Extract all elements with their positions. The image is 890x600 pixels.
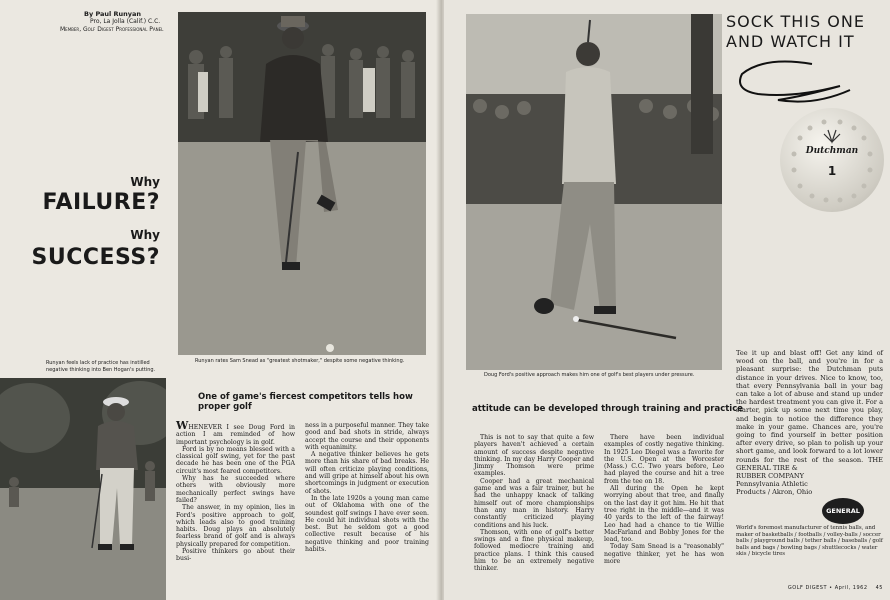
article-paragraph: Why has he succeeded where others with obviously more mechanically perfect swings have failed? bbox=[176, 475, 295, 504]
article-paragraph: There have been individual examples of costly negative thinking. In 1925 Leo Diegel was a favorite for the U.S. Open at the Worcester (Mass.) C.C. Two years before, Leo had played the course and hit a tree from the tee on 18. bbox=[604, 434, 724, 485]
drop-cap: W bbox=[176, 419, 189, 432]
author-membership: Member, Golf Digest Professional Panel bbox=[60, 26, 164, 33]
article-paragraph: The answer, in my opinion, lies in Ford's positive approach to golf, which leads also to good training habits. Doug plays an absolutely fearless brand of golf and is always physically prepared for competition. bbox=[176, 504, 295, 548]
ad-body-text: Tee it up and blast off! Get any kind of wood on the ball, and you're in for a pleasant surprise: the Dutchman puts distance in your drives. Nice to know, too, that every Pennsylvania ball in your bag can take a lot of abuse and stand up under the hardest treatment you can give it. For a starter, pick up some next time you play, and begin to notice the difference they make in your game. Chances are, you're going to find yourself in better position after every drive, so plan to polish up your short game, and look forward to a lot lower rounds for the rest of the season. bbox=[736, 349, 883, 464]
title-why-2: Why bbox=[130, 228, 160, 242]
title-failure: FAILURE? bbox=[42, 190, 160, 215]
company-line-4: Products / Akron, Ohio bbox=[736, 488, 813, 497]
paragraph-text: HENEVER I see Doug Ford in action I am reminded of how important psychology is in golf. bbox=[176, 424, 295, 446]
company-line-2: RUBBER COMPANY bbox=[736, 472, 805, 481]
page-number: 45 bbox=[875, 585, 883, 591]
golf-ball-image bbox=[780, 108, 884, 212]
article-paragraph bbox=[176, 419, 295, 446]
article-paragraph: All during the Open he kept worrying about that tree, and finally on the last day it got him. He hit that tree right in the middle—and it was 40 yards to the left of the fairway! Leo had had a chance to tie Willie MacFarland and Bobby Jones for the lead, too. bbox=[604, 485, 724, 544]
article-paragraph: ness in a purposeful manner. They take good and bad shots in stride, always accept the course and their opponents with equanimity. bbox=[305, 422, 429, 451]
hogan-caption: Runyan feels lack of practice has instilled negative thinking into Ben Hogan's putting. bbox=[46, 360, 156, 373]
byline bbox=[60, 10, 163, 34]
article-column-1 bbox=[176, 419, 295, 563]
general-logo: GENERAL bbox=[822, 498, 864, 524]
article-column-4 bbox=[604, 434, 724, 565]
ball-number: 1 bbox=[827, 164, 837, 178]
article-paragraph: Thomson, with one of golf's better swings and a fine physical makeup, followed mediocre training and practice plans. I think this caused him to be an extremely negative thinker. bbox=[474, 528, 594, 573]
page-footer: GOLF DIGEST • April, 1962 45 bbox=[787, 585, 883, 591]
title-why-1: Why bbox=[130, 175, 160, 189]
article-column-2 bbox=[305, 422, 429, 553]
article-heading-right: attitude can be developed through training and practice bbox=[472, 404, 744, 414]
footer-publication: GOLF DIGEST bbox=[787, 585, 828, 591]
ford-caption: Doug Ford's positive approach makes him one of golf's best players under pressure. bbox=[484, 372, 695, 378]
footer-date: April, 1962 bbox=[834, 585, 868, 591]
article-column-3 bbox=[474, 434, 594, 573]
ad-headline-line-1: SOCK THIS ONE bbox=[726, 12, 865, 31]
ball-brand: Dutchman bbox=[805, 146, 859, 156]
ball-flight-scribble-icon bbox=[734, 56, 854, 116]
article-paragraph: In the late 1920s a young man came out of Oklahoma with one of the soundest golf swings I have ever seen. He could hit individual shots with the best. But he seldom got a good collective result because of his negative thinking and poor training habits. bbox=[305, 494, 429, 554]
article-paragraph: Cooper had a great mechanical game and was a fair trainer, but he had the unhappy knack of talking himself out of more championships than any man in history. Harry constantly criticized playing conditions and his luck. bbox=[474, 477, 594, 529]
article-paragraph: Today Sam Snead is a "reasonably" negative thinker, yet he has won more bbox=[604, 543, 724, 566]
ad-headline-line-2: AND WATCH IT bbox=[726, 32, 855, 51]
ad-headline bbox=[726, 12, 865, 52]
golf-ball-dimples bbox=[780, 108, 884, 212]
article-heading-left: One of game's fiercest competitors tells how proper golf bbox=[198, 392, 413, 412]
author-credential: Pro, La Jolla (Calif.) C.C. bbox=[90, 18, 161, 25]
article-paragraph: Positive thinkers go about their busi- bbox=[176, 548, 295, 563]
ford-photo-art bbox=[466, 14, 722, 370]
article-paragraph: A negative thinker believes he gets more than his share of bad breaks. He will often criticize playing conditions, and will gripe at himself about his own shortcomings in judgment or execution of shots. bbox=[305, 451, 429, 495]
left-page bbox=[0, 0, 440, 600]
article-paragraph: Ford is by no means blessed with a classical golf swing, yet for the past decade he has been one of the PGA circuit's most feared competitors. bbox=[176, 445, 295, 475]
author-name: By Paul Runyan bbox=[84, 10, 142, 18]
company-line-3: Pennsylvania Athletic bbox=[736, 480, 808, 489]
ford-photo bbox=[466, 14, 722, 370]
ad-small-print: World's foremost manufacturer of tennis balls, and maker of basketballs / footballs / volley-balls / soccer balls / playground balls / tether balls / baseballs / golf balls and bags / bowling bags / shuttlecocks / water skis / bicycle tires bbox=[736, 525, 883, 558]
title-success: SUCCESS? bbox=[31, 245, 160, 270]
hogan-photo-art bbox=[0, 378, 166, 600]
hogan-photo bbox=[0, 378, 166, 600]
article-paragraph: This is not to say that quite a few players haven't achieved a certain amount of success despite negative thinking. In my day Harry Cooper and Jimmy Thomson were prime examples. bbox=[474, 434, 594, 478]
ad-body bbox=[736, 349, 883, 497]
snead-photo-art bbox=[178, 12, 426, 355]
snead-photo bbox=[178, 12, 426, 355]
snead-caption: Runyan rates Sam Snead as "greatest shotmaker," despite some negative thinking. bbox=[195, 358, 405, 364]
right-page bbox=[444, 0, 890, 600]
company-line-1: THE GENERAL TIRE & bbox=[736, 455, 883, 472]
